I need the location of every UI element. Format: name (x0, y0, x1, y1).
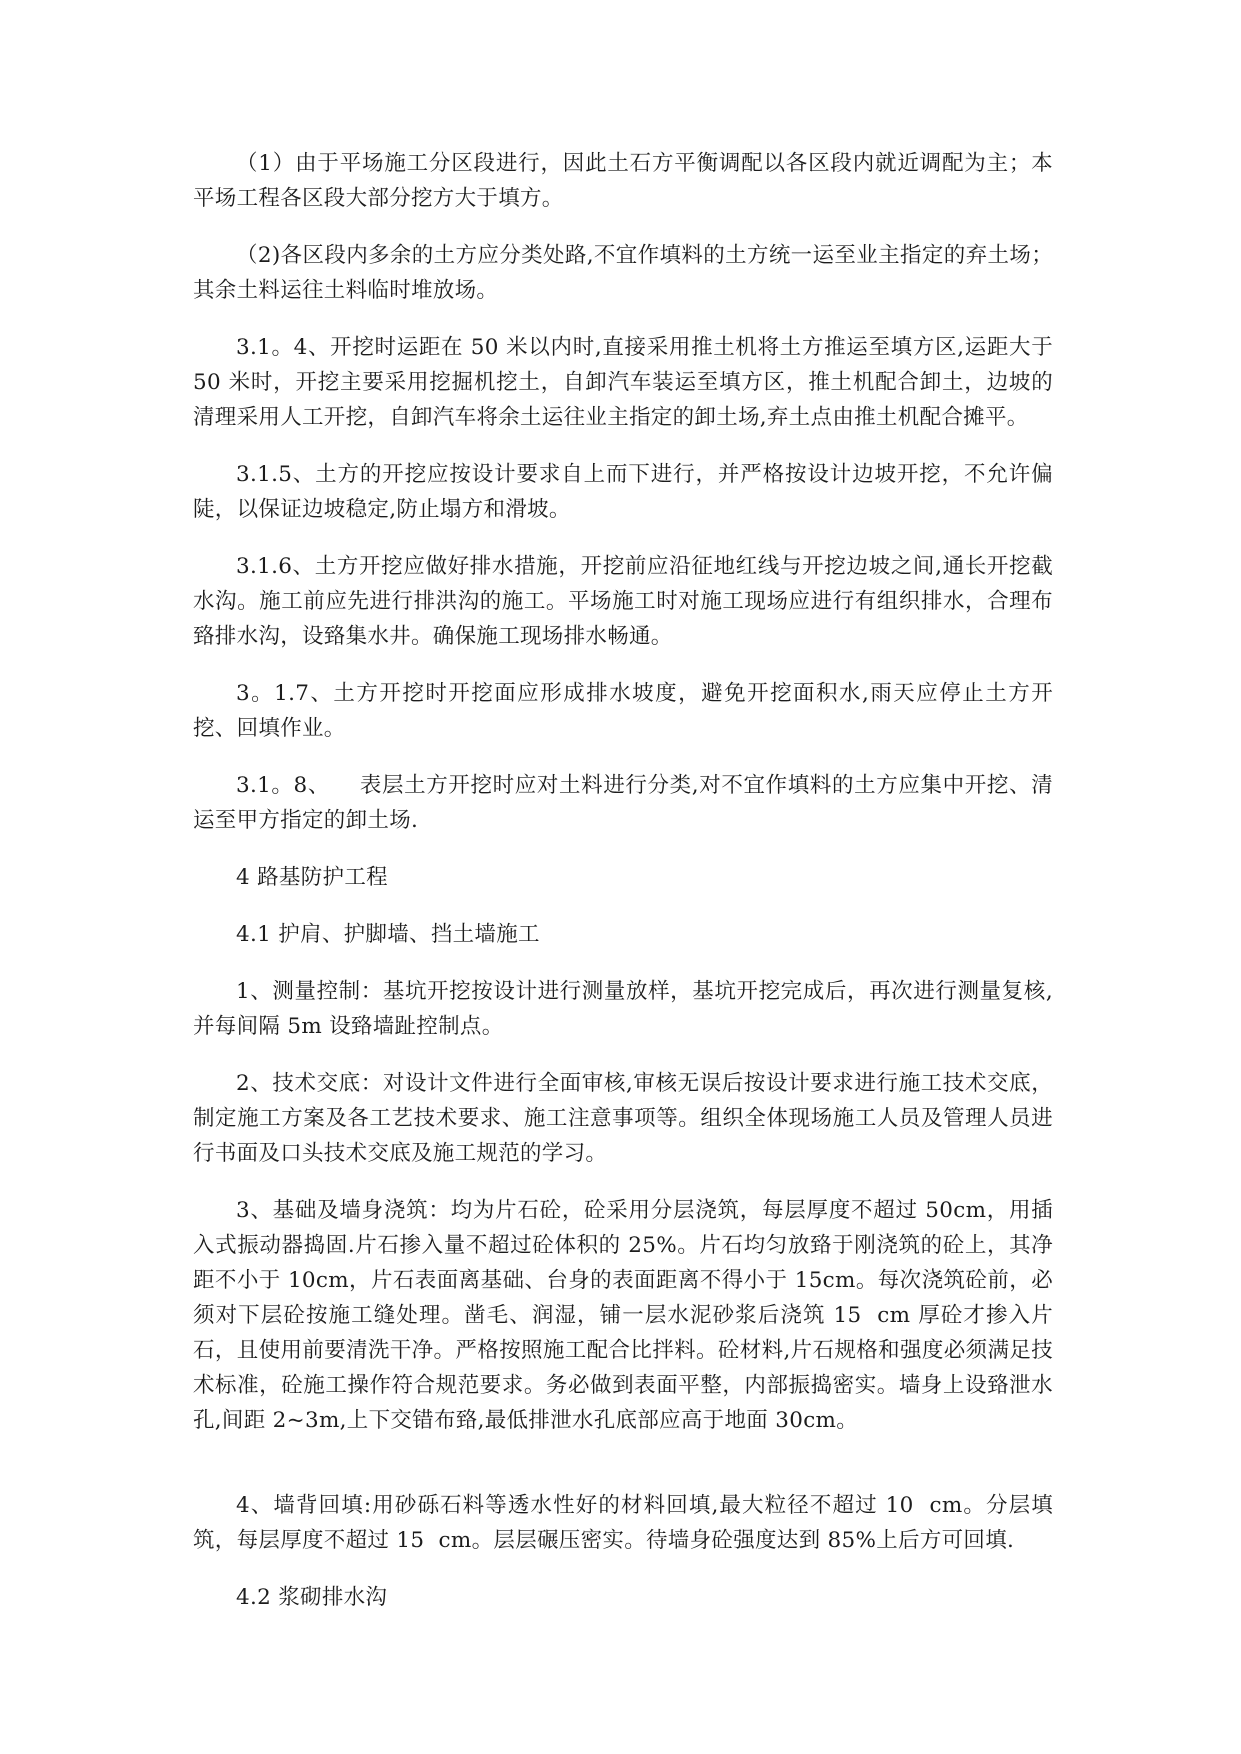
paragraph-earthwork-balance: （1）由于平场施工分区段进行，因此土石方平衡调配以各区段内就近调配为主；本平场工程各区段大部分挖方大于填方。 (193, 151, 1053, 211)
paragraph-3-1-8: 3.1。8、 表层土方开挖时应对土料进行分类,对不宜作填料的土方应集中开挖、清运至甲方指定的卸土场. (193, 773, 1053, 833)
paragraph-survey-control: 1、测量控制：基坑开挖按设计进行测量放样，基坑开挖完成后，再次进行测量复核,并每间隔 5m 设臵墙趾控制点。 (193, 979, 1053, 1039)
paragraph-surplus-soil: （2)各区段内多余的土方应分类处路,不宜作填料的土方统一运至业主指定的弃土场；其余土料运往土料临时堆放场。 (193, 243, 1053, 303)
section-heading-4: 4 路基防护工程 (236, 865, 388, 890)
paragraph-wall-backfill: 4、墙背回填:用砂砾石料等透水性好的材料回填,最大粒径不超过 10 cm。分层填筑，每层厚度不超过 15 cm。层层碾压密实。待墙身砼强度达到 85%上后方可回填. (193, 1493, 1053, 1553)
blank-line (193, 1460, 1053, 1488)
section-heading-4-2: 4.2 浆砌排水沟 (236, 1585, 388, 1610)
paragraph-foundation-pouring: 3、基础及墙身浇筑：均为片石砼，砼采用分层浇筑，每层厚度不超过 50cm，用插入式振动器捣固.片石掺入量不超过砼体积的 25%。片石均匀放臵于刚浇筑的砼上，其净距不小于 10cm，片石表面离基础、台身的表面距离不得小于 15cm。每次浇筑砼前，必须对下层砼按施工缝处理。凿毛、润湿，铺一层水泥砂浆后浇筑 15 cm 厚砼才掺入片石，且使用前要清洗干净。严格按照施工配合比拌料。砼材料,片石规格和强度必须满足技术标准，砼施工操作符合规范要求。务必做到表面平整，内部振捣密实。墙身上设臵泄水孔,间距 2~3m,上下交错布臵,最低排泄水孔底部应高于地面 30cm。 (193, 1198, 1053, 1433)
paragraph-3-1-4: 3.1。4、开挖时运距在 50 米以内时,直接采用推土机将土方推运至填方区,运距大于 50 米时，开挖主要采用挖掘机挖土，自卸汽车装运至填方区，推土机配合卸土，边坡的清理采用人工开挖，自卸汽车将余土运往业主指定的卸土场,弃土点由推土机配合摊平。 (193, 335, 1061, 430)
section-heading-4-1: 4.1 护肩、护脚墙、挡土墙施工 (236, 922, 540, 947)
paragraph-3-1-6: 3.1.6、土方开挖应做好排水措施，开挖前应沿征地红线与开挖边坡之间,通长开挖截水沟。施工前应先进行排洪沟的施工。平场施工时对施工现场应进行有组织排水，合理布臵排水沟，设臵集水井。确保施工现场排水畅通。 (193, 554, 1053, 649)
paragraph-3-1-5: 3.1.5、土方的开挖应按设计要求自上而下进行，并严格按设计边坡开挖，不允许偏陡，以保证边坡稳定,防止塌方和滑坡。 (193, 462, 1053, 522)
document-body (193, 146, 1061, 1637)
paragraph-3-1-7: 3。1.7、土方开挖时开挖面应形成排水坡度，避免开挖面积水,雨天应停止土方开挖、回填作业。 (193, 681, 1053, 741)
paragraph-technical-briefing: 2、技术交底：对设计文件进行全面审核,审核无误后按设计要求进行施工技术交底，制定施工方案及各工艺技术要求、施工注意事项等。组织全体现场施工人员及管理人员进行书面及口头技术交底及施工规范的学习。 (193, 1071, 1053, 1166)
